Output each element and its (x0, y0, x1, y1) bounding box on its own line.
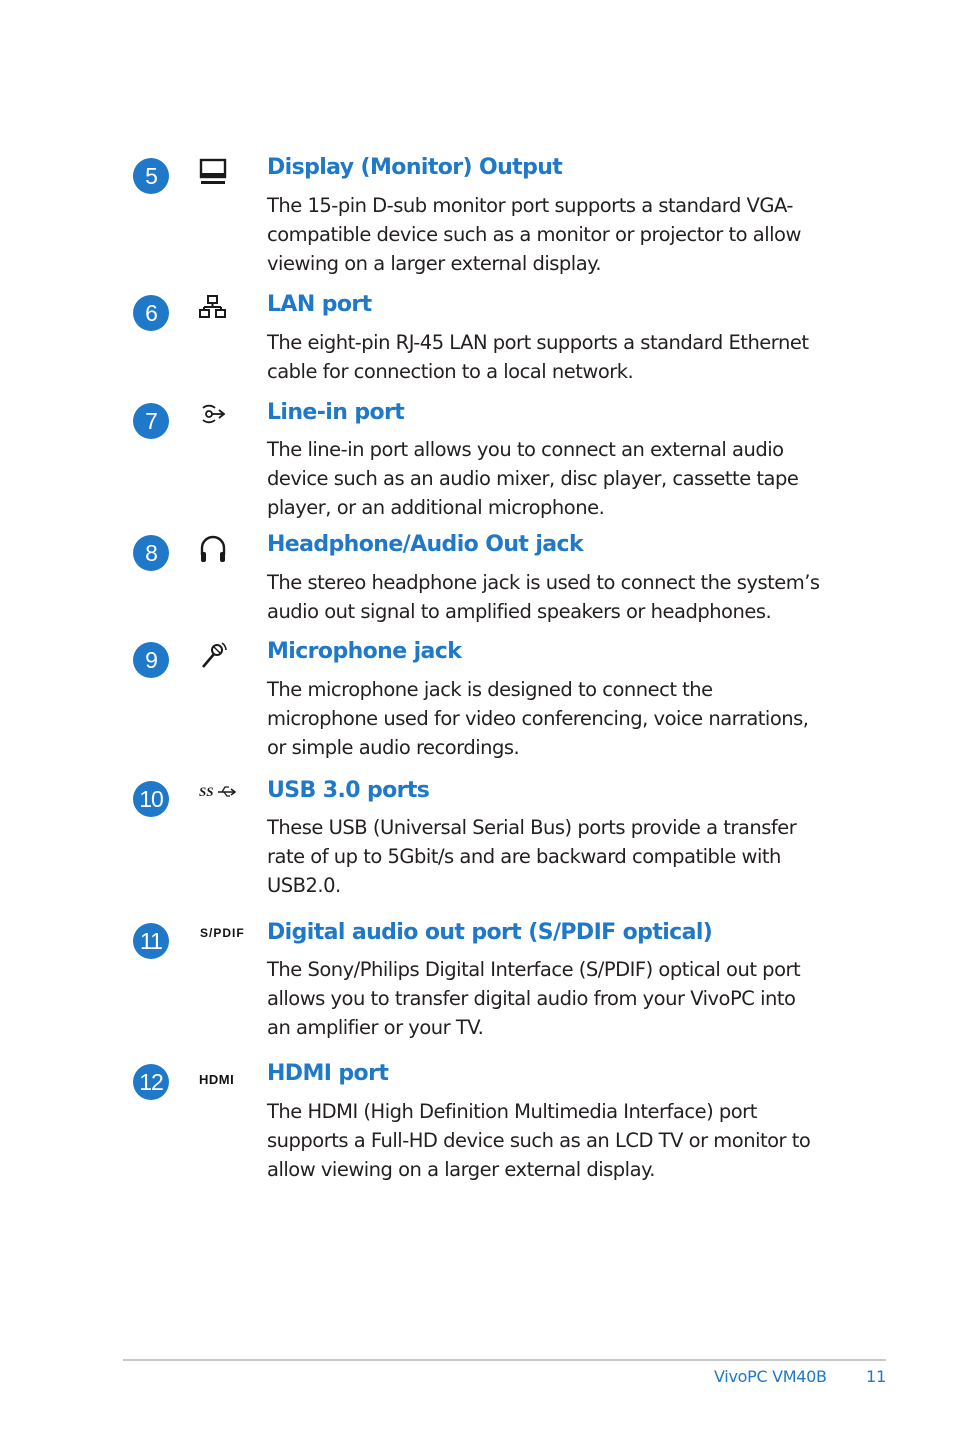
item-description (267, 328, 827, 386)
description-line: USB2.0. (267, 874, 341, 897)
line-in-icon (198, 401, 228, 427)
page-number: 11 (866, 1367, 887, 1386)
item-title: LAN port (267, 292, 372, 317)
description-line: audio out signal to amplified speakers or headphones. (267, 600, 772, 623)
lan-icon (198, 294, 228, 320)
item-description (267, 435, 827, 522)
description-line: rate of up to 5Gbit/s and are backward compatible with (267, 845, 781, 868)
footer-divider (123, 1359, 886, 1361)
item-number-badge: 7 (133, 403, 169, 439)
item-description (267, 1097, 827, 1184)
item-title: Display (Monitor) Output (267, 155, 563, 180)
description-line: an amplifier or your TV. (267, 1016, 484, 1039)
item-number-badge: 11 (133, 923, 169, 959)
item-description (267, 191, 827, 278)
item-title: USB 3.0 ports (267, 778, 430, 803)
description-line: compatible device such as a monitor or projector to allow (267, 223, 801, 246)
item-number-badge: 8 (133, 535, 169, 571)
footer-product-name: VivoPC VM40B (714, 1367, 827, 1386)
description-line: These USB (Universal Serial Bus) ports provide a transfer (267, 816, 797, 839)
description-line: The line-in port allows you to connect an external audio (267, 438, 784, 461)
monitor-icon (198, 158, 228, 186)
description-line: The eight-pin RJ-45 LAN port supports a standard Ethernet (267, 331, 809, 354)
description-line: The Sony/Philips Digital Interface (S/PDIF) optical out port (267, 958, 801, 981)
microphone-icon (198, 640, 228, 672)
description-line: The 15-pin D-sub monitor port supports a standard VGA- (267, 194, 793, 217)
description-line: The microphone jack is designed to connect the (267, 678, 713, 701)
item-title: Digital audio out port (S/PDIF optical) (267, 920, 713, 945)
item-description (267, 955, 827, 1042)
item-number-badge: 10 (133, 781, 169, 817)
description-line: allow viewing on a larger external display. (267, 1158, 655, 1181)
spdif-icon: S/PDIF (200, 926, 245, 940)
description-line: The HDMI (High Definition Multimedia Interface) port (267, 1100, 757, 1123)
item-title: Line-in port (267, 400, 405, 425)
description-line: or simple audio recordings. (267, 736, 520, 759)
description-line: supports a Full-HD device such as an LCD TV or monitor to (267, 1129, 811, 1152)
description-line: cable for connection to a local network. (267, 360, 634, 383)
item-description (267, 813, 827, 900)
item-description (267, 675, 827, 762)
item-number-badge: 6 (133, 295, 169, 331)
hdmi-icon: HDMI (199, 1072, 235, 1087)
description-line: The stereo headphone jack is used to connect the system’s (267, 571, 820, 594)
item-title: HDMI port (267, 1061, 389, 1086)
item-description (267, 568, 827, 626)
usb3-icon (198, 782, 238, 802)
description-line: microphone used for video conferencing, voice narrations, (267, 707, 809, 730)
description-line: viewing on a larger external display. (267, 252, 602, 275)
headphone-icon (198, 533, 228, 565)
description-line: device such as an audio mixer, disc player, cassette tape (267, 467, 799, 490)
svg-text:SS: SS (199, 784, 214, 799)
item-title: Headphone/Audio Out jack (267, 532, 584, 557)
item-number-badge: 9 (133, 642, 169, 678)
item-number-badge: 12 (133, 1064, 169, 1100)
description-line: player, or an additional microphone. (267, 496, 605, 519)
item-number-badge: 5 (133, 158, 169, 194)
description-line: allows you to transfer digital audio from your VivoPC into (267, 987, 796, 1010)
item-title: Microphone jack (267, 639, 462, 664)
